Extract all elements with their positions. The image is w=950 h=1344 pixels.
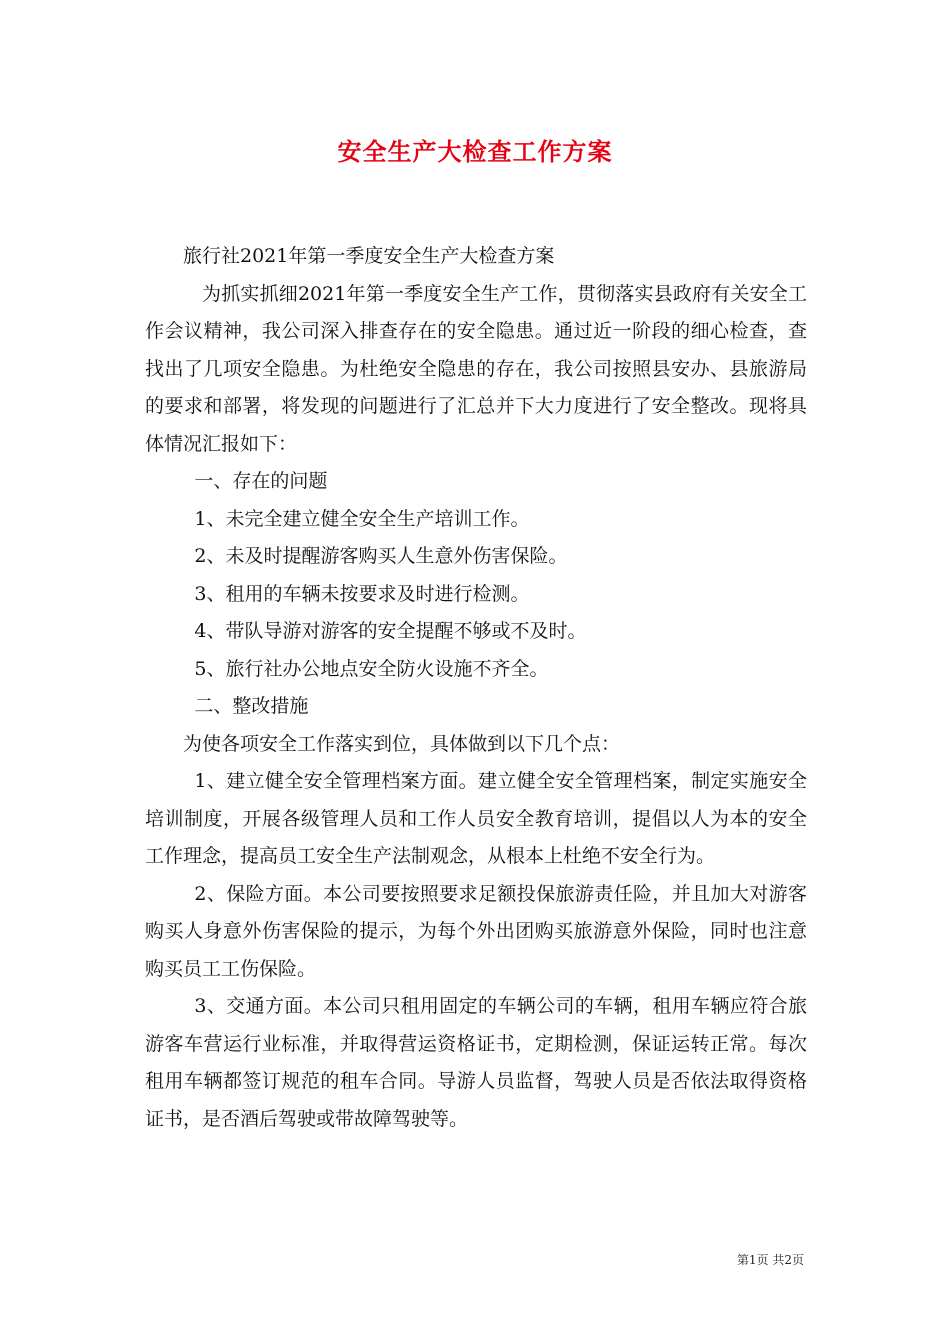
document-body (145, 238, 807, 1138)
problem-item-2: 2、未及时提醒游客购买人生意外伤害保险。 (194, 545, 568, 567)
document-title: 安全生产大检查工作方案 (337, 137, 613, 166)
page-number-footer: 第1页 共2页 (736, 1253, 804, 1267)
intro-paragraph: 为抓实抓细2021年第一季度安全生产工作，贯彻落实县政府有关安全工作会议精神，我公司深入排查存在的安全隐患。通过近一阶段的细心检查，查找出了几项安全隐患。为杜绝安全隐患的存在，我公司按照县安办、县旅游局的要求和部署，将发现的问题进行了汇总并下大力度进行了安全整改。现将具体情况汇报如下： (145, 282, 807, 455)
measure-item-3: 3、交通方面。本公司只租用固定的车辆公司的车辆，租用车辆应符合旅游客车营运行业标准，并取得营运资格证书，定期检测，保证运转正常。每次租用车辆都签订规范的租车合同。导游人员监督，驾驶人员是否依法取得资格证书，是否酒后驾驶或带故障驾驶等。 (145, 995, 807, 1130)
measure-item-2: 2、保险方面。本公司要按照要求足额投保旅游责任险，并且加大对游客购买人身意外伤害保险的提示，为每个外出团购买旅游意外保险，同时也注意购买员工工伤保险。 (145, 882, 807, 980)
problem-item-5: 5、旅行社办公地点安全防火设施不齐全。 (194, 657, 549, 680)
measure-item-1: 1、建立健全安全管理档案方面。建立健全安全管理档案，制定实施安全培训制度，开展各级管理人员和工作人员安全教育培训，提倡以人为本的安全工作理念，提高员工安全生产法制观念，从根本上杜绝不安全行为。 (145, 770, 807, 867)
problem-item-3: 3、租用的车辆未按要求及时进行检测。 (194, 582, 530, 605)
subtitle-paragraph: 旅行社2021年第一季度安全生产大检查方案 (183, 245, 555, 267)
section-heading-measures: 二、整改措施 (194, 695, 309, 717)
section-heading-problems: 一、存在的问题 (194, 470, 328, 492)
problem-item-4: 4、带队导游对游客的安全提醒不够或不及时。 (194, 620, 587, 642)
measures-intro: 为使各项安全工作落实到位，具体做到以下几个点： (183, 732, 621, 755)
problem-item-1: 1、未完全建立健全安全生产培训工作。 (194, 507, 530, 530)
